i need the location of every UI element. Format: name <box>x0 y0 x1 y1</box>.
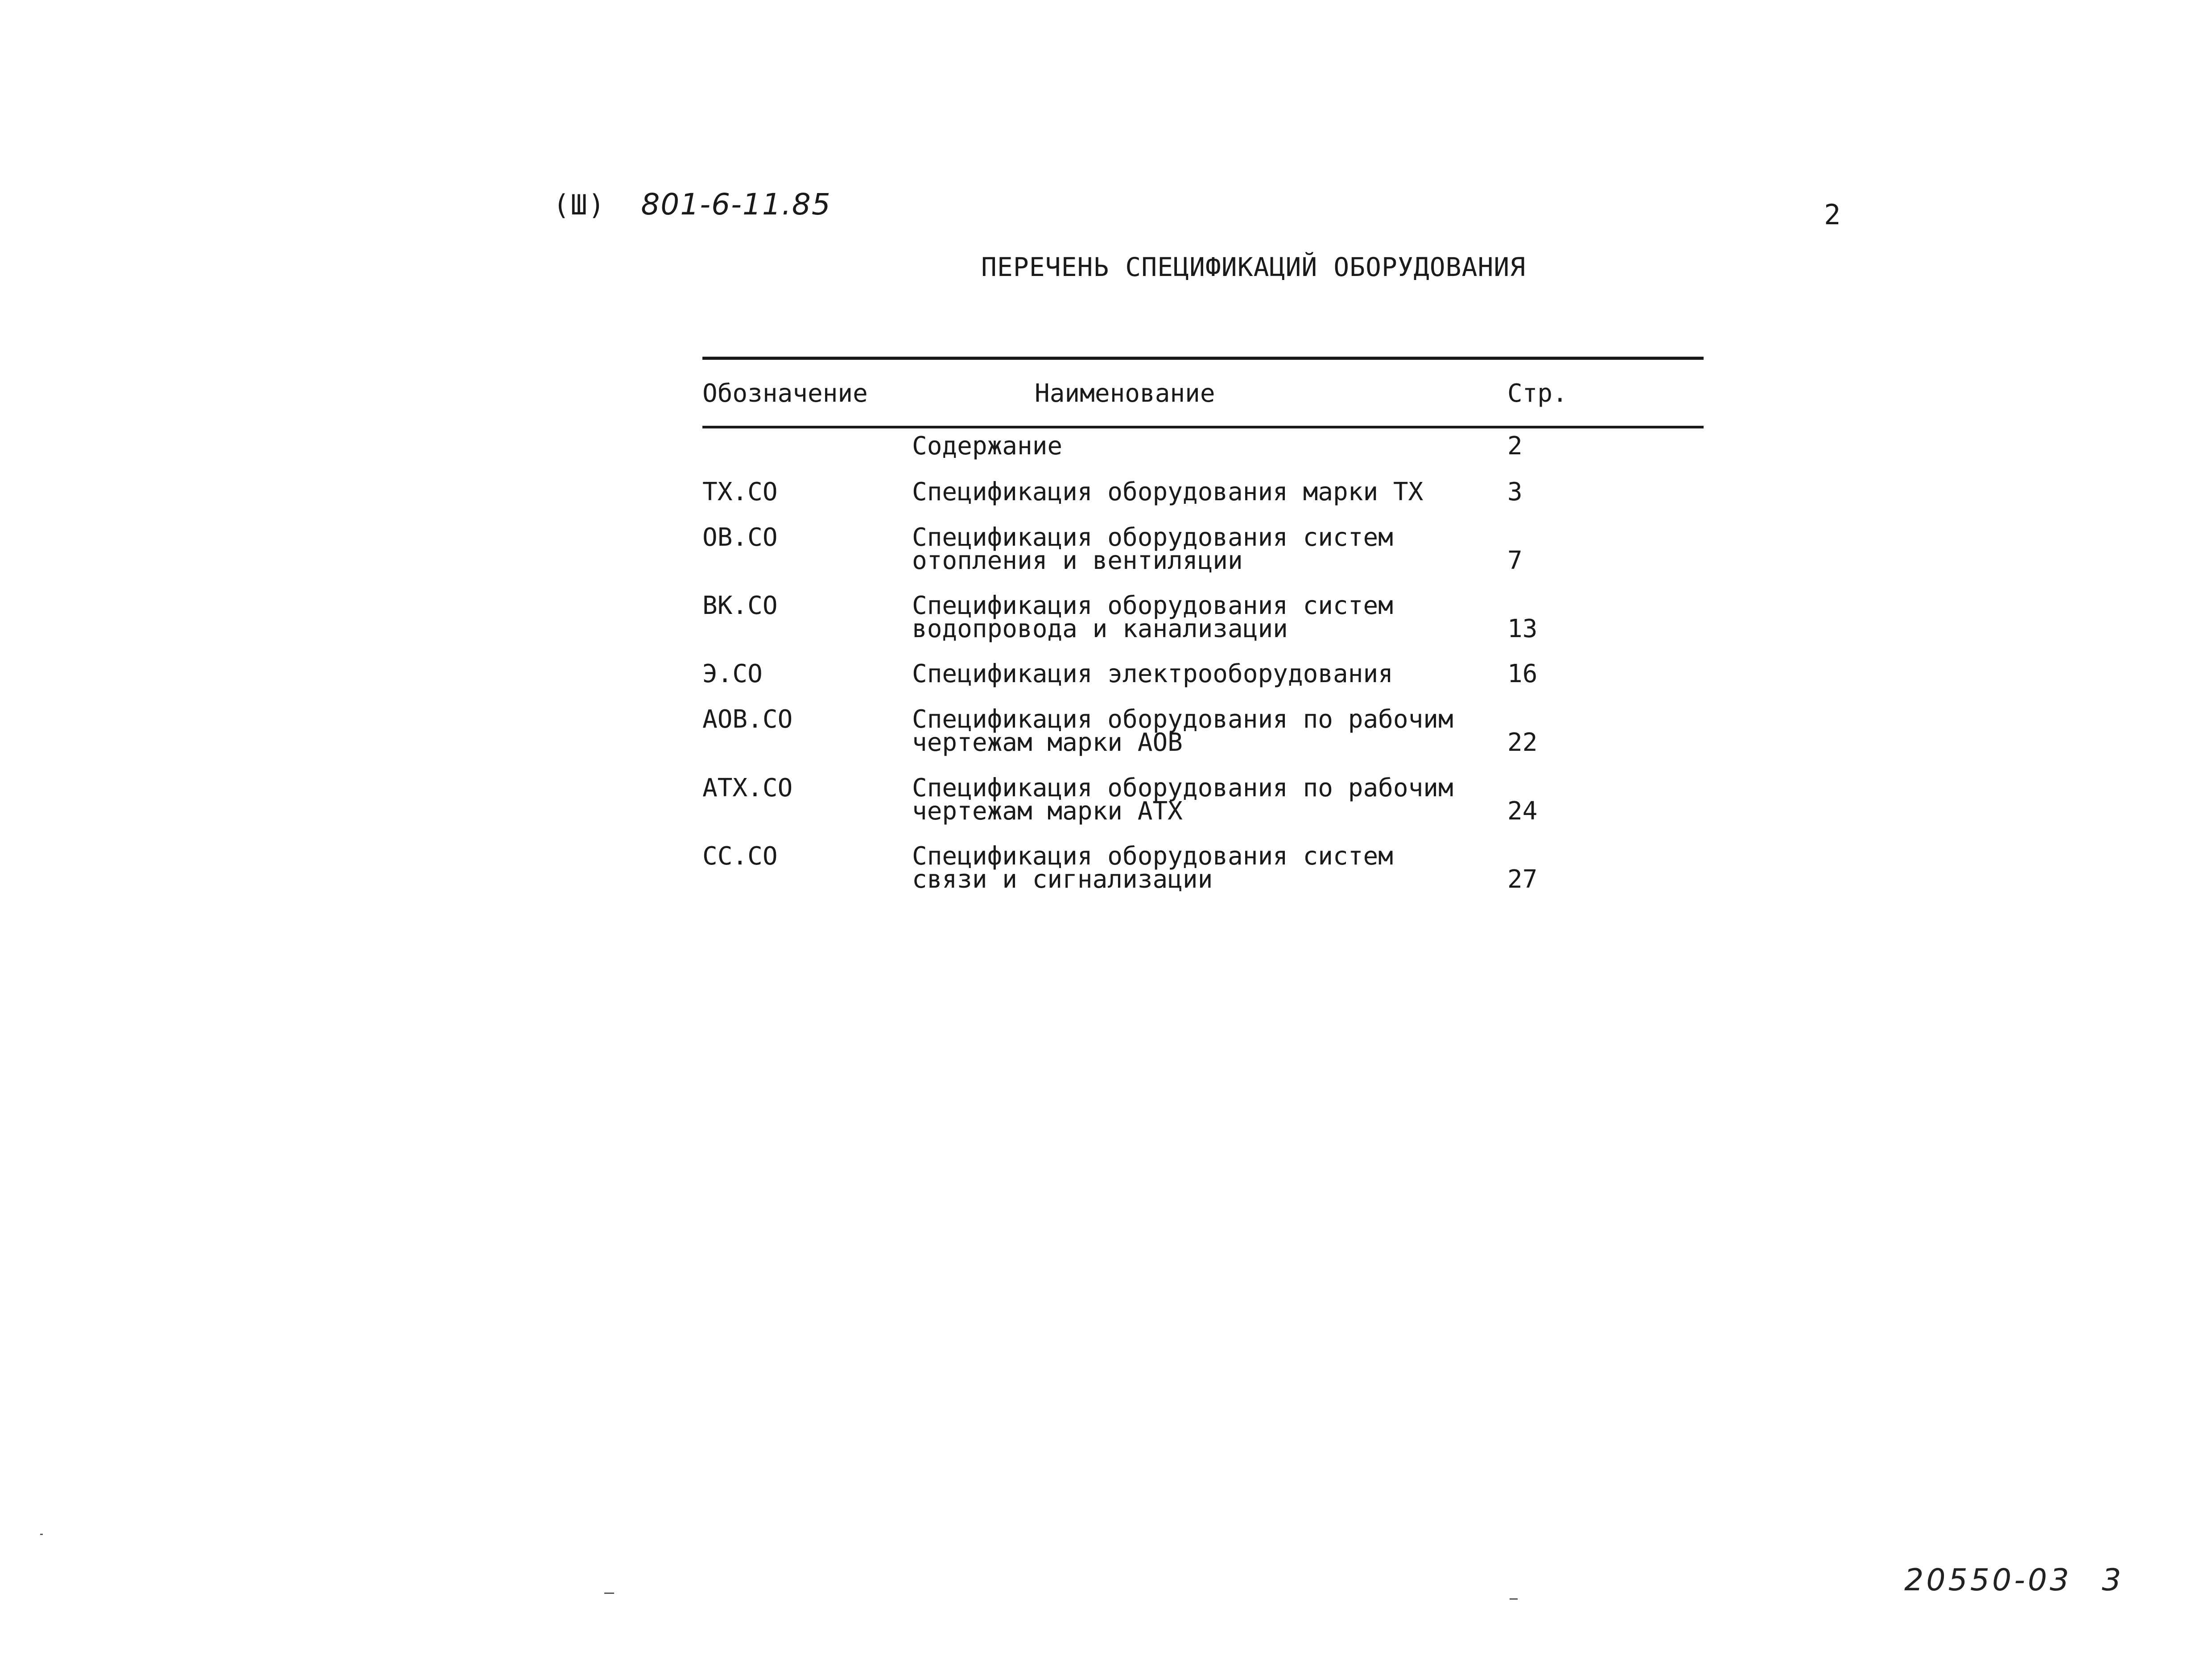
row-code: Э.СО <box>702 659 763 688</box>
project-number: 801-6-11.85 <box>641 187 831 222</box>
row-page: 7 <box>1507 546 1523 575</box>
row-name-line: связи и сигнализации <box>912 865 1213 894</box>
row-name <box>912 591 1447 643</box>
row-page: 16 <box>1507 659 1538 688</box>
series-code: (Ш) <box>553 189 606 221</box>
row-name <box>912 705 1453 757</box>
row-name-line: отопления и вентиляции <box>912 546 1243 575</box>
scan-speck <box>40 1534 43 1535</box>
row-name-line: Содержание <box>912 432 1063 461</box>
row-name-line: Спецификация электрооборудования <box>912 659 1393 688</box>
row-name-line: Спецификация оборудования систем <box>912 842 1393 871</box>
row-code: ТХ.СО <box>702 477 778 506</box>
row-name <box>912 659 1447 688</box>
row-code: ВК.СО <box>702 591 778 620</box>
row-name-line: водопровода и канализации <box>912 614 1288 643</box>
page-number: 2 <box>1824 198 1841 231</box>
row-page: 27 <box>1507 865 1538 894</box>
row-name-line: чертежам марки АТХ <box>912 797 1183 826</box>
column-header-page: Стр. <box>1507 379 1568 408</box>
row-code: АОВ.СО <box>702 705 793 734</box>
row-name <box>912 842 1447 894</box>
sheet-number: 3 <box>2102 1563 2124 1598</box>
column-header-code: Обозначение <box>702 379 868 408</box>
row-name-line: чертежам марки АОВ <box>912 728 1183 757</box>
document-title: ПЕРЕЧЕНЬ СПЕЦИФИКАЦИЙ ОБОРУДОВАНИЯ <box>981 252 1526 282</box>
row-name-line: Спецификация оборудования по рабочим <box>912 705 1453 734</box>
table-top-rule <box>702 357 1704 360</box>
row-name <box>912 523 1447 575</box>
row-name-line: Спецификация оборудования по рабочим <box>912 774 1453 803</box>
row-name <box>912 774 1453 826</box>
inventory-number: 20550-03 <box>1904 1563 2072 1598</box>
row-name-line: Спецификация оборудования систем <box>912 523 1393 552</box>
column-header-name: Наименование <box>1035 379 1215 408</box>
row-name <box>912 432 1447 461</box>
row-code: СС.СО <box>702 842 778 871</box>
row-name-line: Спецификация оборудования марки ТХ <box>912 477 1424 506</box>
row-page: 22 <box>1507 728 1538 757</box>
row-code: ОВ.СО <box>702 523 778 552</box>
row-page: 3 <box>1507 477 1523 506</box>
row-code: АТХ.СО <box>702 774 793 803</box>
inventory-stamp <box>1904 1563 2124 1598</box>
row-page: 24 <box>1507 797 1538 826</box>
row-name <box>912 477 1447 506</box>
project-code <box>553 187 831 222</box>
row-name-line: Спецификация оборудования систем <box>912 591 1393 620</box>
scan-speck <box>1510 1598 1518 1600</box>
scan-speck <box>604 1593 614 1594</box>
row-page: 2 <box>1507 432 1523 461</box>
row-page: 13 <box>1507 614 1538 643</box>
table-header-rule <box>702 426 1704 428</box>
